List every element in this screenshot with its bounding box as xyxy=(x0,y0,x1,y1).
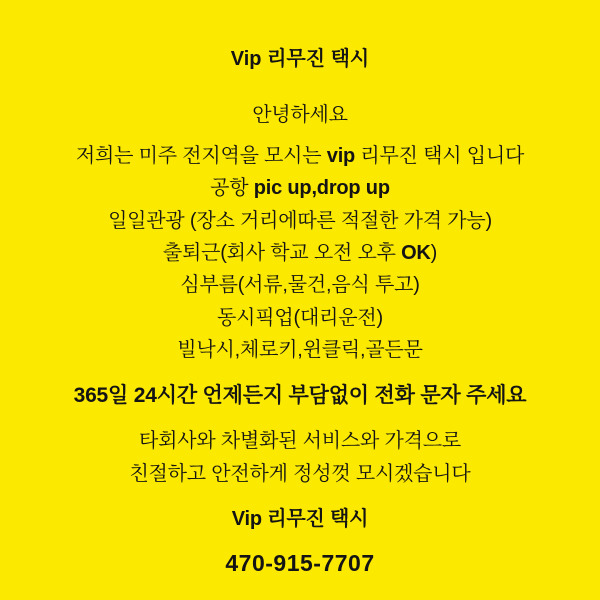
service-commute-line xyxy=(20,239,580,267)
service-commute-suffix: ) xyxy=(430,242,438,265)
closing-line-2: 친절하고 안전하게 정성껏 모시겠습니다 xyxy=(129,462,471,485)
page-title-rest: 리무진 택시 xyxy=(261,48,370,70)
closing-line-1: 타회사와 차별화된 서비스와 가격으로 xyxy=(139,430,461,453)
intro-line xyxy=(20,142,580,170)
cta-hours: 24 xyxy=(133,384,157,408)
call-to-action-line xyxy=(20,381,580,411)
service-airport-line xyxy=(20,174,580,202)
service-errand-line: 심부름(서류,물건,음식 투고) xyxy=(180,274,420,297)
service-daytour-line: 일일관광 (장소 거리에따른 적절한 가격 가능) xyxy=(108,209,492,232)
service-designated-line: 동시픽업(대리운전) xyxy=(217,306,383,329)
intro-suffix: 리무진 택시 입니다 xyxy=(355,144,525,167)
service-commute-prefix: 출퇴근(회사 학교 오전 오후 xyxy=(162,242,402,265)
footer-brand-bold: Vip xyxy=(231,507,262,530)
phone-number[interactable]: 470-915-7707 xyxy=(225,550,375,577)
service-casinos-line: 빌낙시,체로키,윈클릭,골든문 xyxy=(177,339,423,362)
service-airport-prefix: 공항 xyxy=(210,177,254,200)
service-commute-keyword: OK xyxy=(401,242,431,265)
intro-prefix: 저희는 미주 전지역을 모시는 xyxy=(75,144,327,167)
intro-brand: vip xyxy=(326,144,356,167)
footer-brand xyxy=(20,505,580,533)
cta-days-suffix: 일 xyxy=(108,384,134,408)
greeting-line: 안녕하세요 xyxy=(252,104,348,127)
cta-days: 365 xyxy=(73,384,109,408)
cta-rest: 시간 언제든지 부담없이 전화 문자 주세요 xyxy=(156,384,527,408)
service-airport-keyword: pic up,drop up xyxy=(253,177,390,200)
page-title xyxy=(231,42,369,71)
page-title-brand: Vip xyxy=(230,48,262,70)
footer-brand-rest: 리무진 택시 xyxy=(261,507,369,530)
